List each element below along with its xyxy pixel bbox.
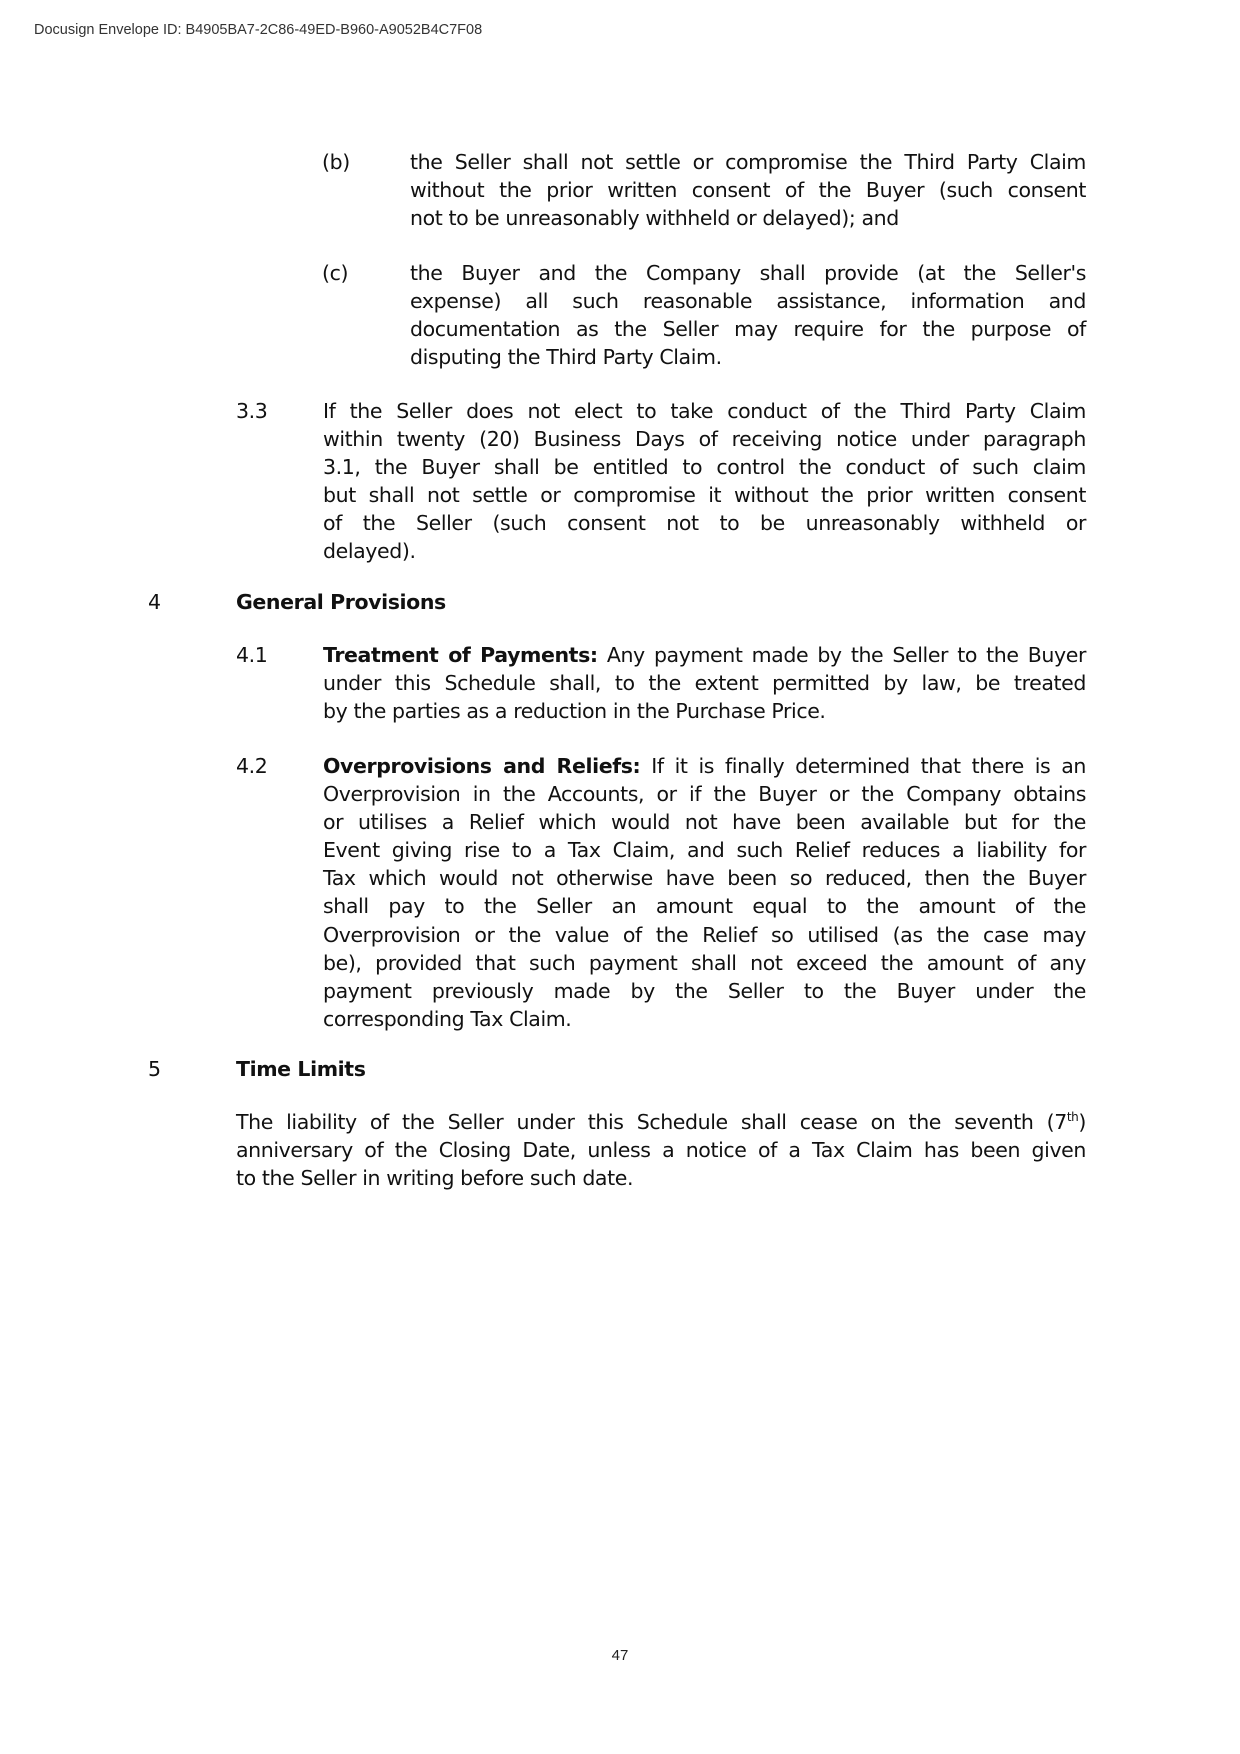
para-4-2-text [323, 752, 1086, 1033]
item-c-line-2: expense) all such reasonable assistance, information and [410, 289, 1086, 314]
clause-5-line-3: to the Seller in writing before such date. [236, 1166, 634, 1191]
para-4-1-line-3: by the parties as a reduction in the Purchase Price. [323, 699, 826, 724]
clause-4-heading: General Provisions [236, 590, 446, 614]
para-3-3-line-3: 3.1, the Buyer shall be entitled to control the conduct of such claim [323, 455, 1086, 480]
para-4-2-line-3: or utilises a Relief which would not have been available but for the [323, 810, 1086, 835]
item-c-line-3: documentation as the Seller may require for the purpose of [410, 317, 1086, 342]
para-4-2-line-1 [323, 752, 1086, 780]
envelope-id: Docusign Envelope ID: B4905BA7-2C86-49ED-B960-A9052B4C7F08 [34, 22, 483, 38]
ordinal-suffix: th [1066, 1110, 1079, 1125]
item-b-line-2: without the prior written consent of the Buyer (such consent [410, 178, 1086, 203]
item-c-line-1: the Buyer and the Company shall provide (at the Seller's [410, 261, 1086, 285]
para-4-1-number: 4.1 [236, 643, 268, 667]
para-4-2-title: Overprovisions and Reliefs: [323, 754, 641, 778]
clause-5-line-1-before: The liability of the Seller under this Schedule shall cease on the seventh (7 [236, 1110, 1067, 1134]
para-4-2-line-7: Overprovision or the value of the Relief so utilised (as the case may [323, 922, 1086, 947]
para-3-3-number: 3.3 [236, 399, 268, 423]
para-3-3-line-4: but shall not settle or compromise it without the prior written consent [323, 483, 1086, 508]
para-3-3-line-6: delayed). [323, 539, 416, 564]
item-c-label: (c) [322, 261, 349, 285]
item-b-label: (b) [322, 150, 350, 174]
para-4-2-line-8: be), provided that such payment shall not exceed the amount of any [323, 950, 1086, 975]
item-c-text [410, 259, 1086, 371]
para-4-1-line-2: under this Schedule shall, to the extent permitted by law, be treated [323, 671, 1086, 696]
para-4-1-text [323, 641, 1086, 725]
para-4-2-line-9: payment previously made by the Seller to the Buyer under the [323, 978, 1086, 1003]
clause-5-heading: Time Limits [236, 1057, 366, 1081]
clause-5-line-1 [236, 1108, 1086, 1136]
para-4-1-title: Treatment of Payments: [323, 643, 598, 667]
para-3-3-line-1: If the Seller does not elect to take conduct of the Third Party Claim [323, 399, 1086, 423]
clause-5-line-2: anniversary of the Closing Date, unless a notice of a Tax Claim has been given [236, 1138, 1086, 1163]
clause-5-text [236, 1108, 1086, 1192]
item-b-line-3: not to be unreasonably withheld or delayed); and [410, 206, 899, 231]
clause-5-number: 5 [148, 1057, 161, 1081]
clause-5-line-1-after: ) [1078, 1110, 1086, 1134]
para-4-2-number: 4.2 [236, 754, 268, 778]
para-4-2-line-1-rest: If it is finally determined that there is an [640, 754, 1086, 778]
page-number: 47 [611, 1647, 629, 1664]
para-3-3-text [323, 397, 1086, 566]
clause-4-number: 4 [148, 590, 161, 614]
para-3-3-line-5: of the Seller (such consent not to be unreasonably withheld or [323, 511, 1086, 536]
item-b-text [410, 148, 1086, 232]
para-4-1-line-1-rest: Any payment made by the Seller to the Buyer [597, 643, 1086, 667]
para-3-3-line-2: within twenty (20) Business Days of receiving notice under paragraph [323, 427, 1086, 452]
para-4-1-line-1 [323, 641, 1086, 669]
para-4-2-line-6: shall pay to the Seller an amount equal to the amount of the [323, 894, 1086, 919]
para-4-2-line-2: Overprovision in the Accounts, or if the Buyer or the Company obtains [323, 782, 1086, 807]
para-4-2-line-5: Tax which would not otherwise have been so reduced, then the Buyer [323, 866, 1086, 891]
para-4-2-line-4: Event giving rise to a Tax Claim, and such Relief reduces a liability for [323, 838, 1086, 863]
item-b-line-1: the Seller shall not settle or compromise the Third Party Claim [410, 150, 1086, 174]
para-4-2-line-10: corresponding Tax Claim. [323, 1006, 572, 1031]
item-c-line-4: disputing the Third Party Claim. [410, 345, 722, 370]
